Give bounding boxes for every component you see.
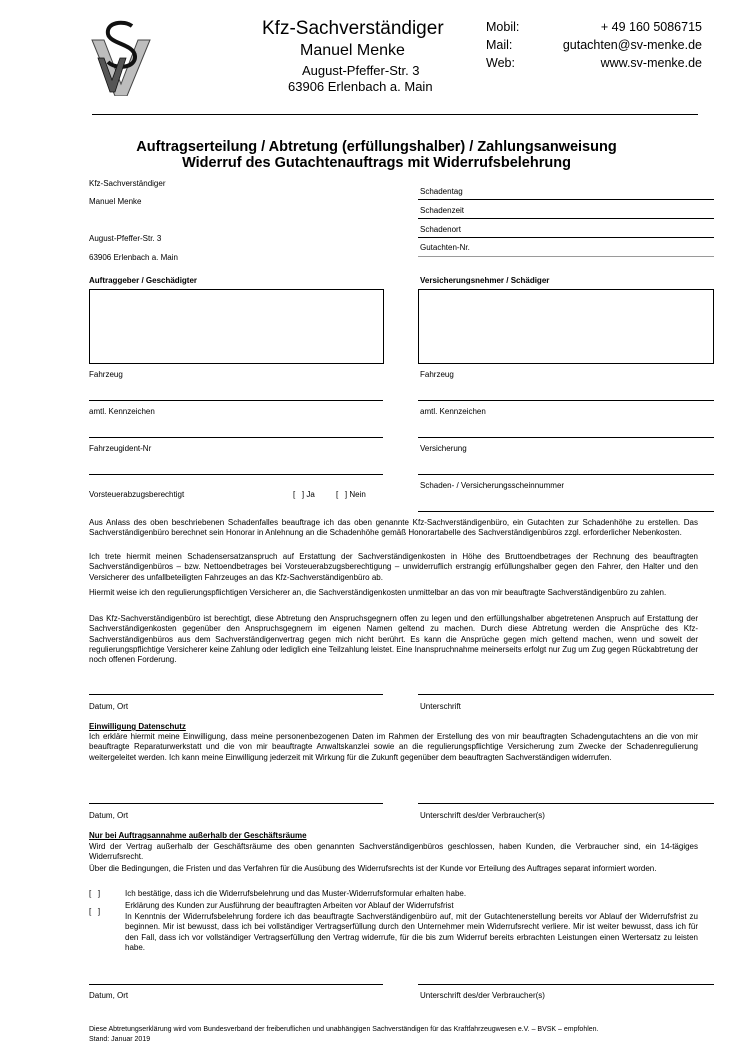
insured-plate-label: amtl. Kennzeichen (420, 407, 486, 416)
insured-vehicle-label: Fahrzeug (420, 370, 454, 379)
expert-street: August-Pfeffer-Str. 3 (89, 234, 162, 243)
signature-2-date-line[interactable] (89, 803, 383, 804)
claim-number-label: Schaden- / Versicherungsscheinnummer (420, 481, 565, 490)
signature-3-date-label: Datum, Ort (89, 991, 129, 1000)
company-logo (90, 18, 152, 96)
client-address-box[interactable] (89, 289, 384, 364)
client-heading: Auftraggeber / Geschädigter (89, 276, 198, 285)
privacy-heading: Einwilligung Datenschutz (89, 722, 186, 731)
damage-time-label: Schadenzeit (420, 206, 465, 215)
expert-city: 63906 Erlenbach a. Main (89, 253, 178, 262)
signature-3-date-line[interactable] (89, 984, 383, 985)
damage-date-field[interactable] (418, 199, 714, 200)
receipt-text: Ich bestätige, dass ich die Widerrufsbelehrung und das Muster-Widerrufsformular erhalten habe. (125, 889, 467, 898)
insured-plate-field[interactable] (418, 437, 714, 438)
contact-mobile-value: + 49 160 5086715 (600, 20, 702, 34)
report-number-label: Gutachten-Nr. (420, 243, 470, 252)
signature-3-sign-label: Unterschrift des/der Verbraucher(s) (420, 991, 545, 1000)
damage-place-field[interactable] (418, 237, 714, 238)
assignment-paragraph-1: Aus Anlass des oben beschriebenen Schadenfalles beauftrage ich das oben genannte Kfz-Sachverständigenbüro, ein Gutachten zur Schadenhöhe zu erstellen. Das Sachverständigenbüro berechnet sein Honorar in Anlehnung an die Schadenhöhe gemäß Honorartabelle des Sachverständigenbüros zzgl. erforderlicher Nebenkosten. (89, 518, 698, 538)
contact-web-label: Web: (486, 56, 515, 70)
privacy-text: Ich erkläre hiermit meine Einwilligung, dass meine personenbezogenen Daten im Rahmen der Erstellung des von mir beauftragten Schadengutachtens an die von mir beauftragte Reparaturwerkstatt und die von mir beauftragte Anwaltskanzlei sowie an die regulierungspflichtige Versicherung zum Zwecke der Schadenregulierung weitergeleitet werden. Ich kann meine Einwilligung jederzeit mit Wirkung für die Zukunft gegenüber dem beauftragten Sachverständigen widerrufen. (89, 732, 698, 762)
signature-2-sign-line[interactable] (418, 803, 714, 804)
insurance-label: Versicherung (420, 444, 467, 453)
vat-yes-checkbox[interactable]: [ ] Ja (293, 490, 315, 499)
early-start-checkbox[interactable]: [ ] (89, 907, 101, 916)
insurance-field[interactable] (418, 474, 714, 475)
contact-mobile-label: Mobil: (486, 20, 520, 34)
assignment-paragraph-3: Hiermit weise ich den regulierungspflichtigen Versicherer an, die Sachverständigenkosten unmittelbar an das von mir beauftragte Sachverständigenbüro zu zahlen. (89, 588, 667, 597)
insured-heading: Versicherungsnehmer / Schädiger (420, 276, 550, 285)
assignment-paragraph-4: Das Kfz-Sachverständigenbüro ist berechtigt, diese Abtretung den Anspruchsgegnern offen zu legen und den erfüllungshalber abgetretenen Anspruch auf Erstattung der Sachverständigenkosten gegenüber den Anspruchsgegnern im eigenen Namen geltend zu machen. Durch diese Abtretung werden die Ansprüche des Kfz-Sachverständigenbüros aus dem Sachverständigenvertrag gegen mich nicht berührt. Es kann die Ansprüche gegen mich geltend machen, wenn und soweit der regulierungspflichtige Versicherer keine Zahlung oder lediglich eine Teilzahlung leistet. Eine Inanspruchnahme meinerseits erfolgt nur Zug um Zug gegen Rückabtretung der noch offenen Forderung. (89, 614, 698, 665)
damage-place-label: Schadenort (420, 225, 461, 234)
insured-address-box[interactable] (418, 289, 714, 364)
header-street: August-Pfeffer-Str. 3 (302, 63, 420, 78)
signature-1-sign-line[interactable] (418, 694, 714, 695)
contact-mail-label: Mail: (486, 38, 513, 52)
damage-time-field[interactable] (418, 218, 714, 219)
client-vehicle-label: Fahrzeug (89, 370, 123, 379)
contact-web-value: www.sv-menke.de (600, 56, 702, 70)
client-vin-label: Fahrzeugident-Nr (89, 444, 152, 453)
report-number-field[interactable] (418, 256, 714, 257)
offsite-text-1: Wird der Vertrag außerhalb der Geschäftsräume des oben genannten Sachverständigenbüros geschlossen, haben Kunden, die Verbraucher sind, ein 14-tägiges Widerrufsrecht. (89, 842, 698, 862)
client-vehicle-field[interactable] (89, 400, 383, 401)
receipt-checkbox[interactable]: [ ] (89, 889, 101, 898)
signature-2-sign-label: Unterschrift des/der Verbraucher(s) (420, 811, 545, 820)
client-plate-field[interactable] (89, 437, 383, 438)
header-city: 63906 Erlenbach a. Main (288, 79, 433, 94)
claim-number-field[interactable] (418, 511, 714, 512)
insured-vehicle-field[interactable] (418, 400, 714, 401)
signature-1-sign-label: Unterschrift (420, 702, 461, 711)
expert-person: Manuel Menke (89, 197, 142, 206)
early-start-title: Erklärung des Kunden zur Ausführung der beauftragten Arbeiten vor Ablauf der Widerrufsfrist (125, 901, 454, 910)
vat-label: Vorsteuerabzugsberechtigt (89, 490, 185, 499)
expert-company: Kfz-Sachverständiger (89, 179, 166, 188)
damage-date-label: Schadentag (420, 187, 463, 196)
header-person: Manuel Menke (300, 42, 405, 59)
signature-3-sign-line[interactable] (418, 984, 714, 985)
header-rule (92, 114, 698, 115)
offsite-heading: Nur bei Auftragsannahme außerhalb der Geschäftsräume (89, 831, 307, 840)
assignment-paragraph-2: Ich trete hiermit meinen Schadensersatzanspruch auf Erstattung der Sachverständigenkosten in Höhe des Bruttoendbetrages der Rechnung des beauftragten Sachverständigenbüros – bzw. Nettoendbetrages bei Vorsteuerabzugsberechtigung – unwiderruflich erstrangig erfüllungshalber gegen den Fahrer, den Halter und den Versicherer des unfallbeteiligten Fahrzeuges an das Kfz-Sachverständigenbüro ab. (89, 552, 698, 582)
client-vin-field[interactable] (89, 474, 383, 475)
document-title-line1: Auftragserteilung / Abtretung (erfüllungshalber) / Zahlungsanweisung (136, 139, 617, 155)
client-plate-label: amtl. Kennzeichen (89, 407, 155, 416)
header-company: Kfz-Sachverständiger (262, 18, 444, 39)
contact-mail-value: gutachten@sv-menke.de (562, 38, 702, 52)
offsite-text-2: Über die Bedingungen, die Fristen und das Verfahren für die Ausübung des Widerrufsrechts ist der Kunde vor Erteilung des Auftrages separat informiert worden. (89, 864, 657, 873)
signature-2-date-label: Datum, Ort (89, 811, 129, 820)
early-start-text: In Kenntnis der Widerrufsbelehrung fordere ich das beauftragte Sachverständigenbüro auf, mit der Gutachtenerstellung bereits vor Ablauf der Widerrufsfrist zu beginnen. Mir ist bewusst, dass ich bei vollständiger Vertragserfüllung durch den Unternehmer mein Widerrufsrecht verliere. Mir ist weiter bewusst, dass ich für den Fall, dass ich vor vollständiger Vertragserfüllung den Vertrag widerrufe, für die bis zum Widerruf bereits erbrachten Leistungen einen Wertersatz zu leisten habe. (125, 912, 698, 952)
footer-version: Stand: Januar 2019 (89, 1036, 151, 1043)
footer-note: Diese Abtretungserklärung wird vom Bundesverband der freiberuflichen und unabhängigen Sachverständigen für das Kraftfahrzeugwesen e.V. – BVSK – empfohlen. (89, 1026, 599, 1033)
document-title-line2: Widerruf des Gutachtenauftrags mit Widerrufsbelehrung (182, 155, 571, 171)
vat-no-checkbox[interactable]: [ ] Nein (336, 490, 366, 499)
signature-1-date-label: Datum, Ort (89, 702, 129, 711)
signature-1-date-line[interactable] (89, 694, 383, 695)
